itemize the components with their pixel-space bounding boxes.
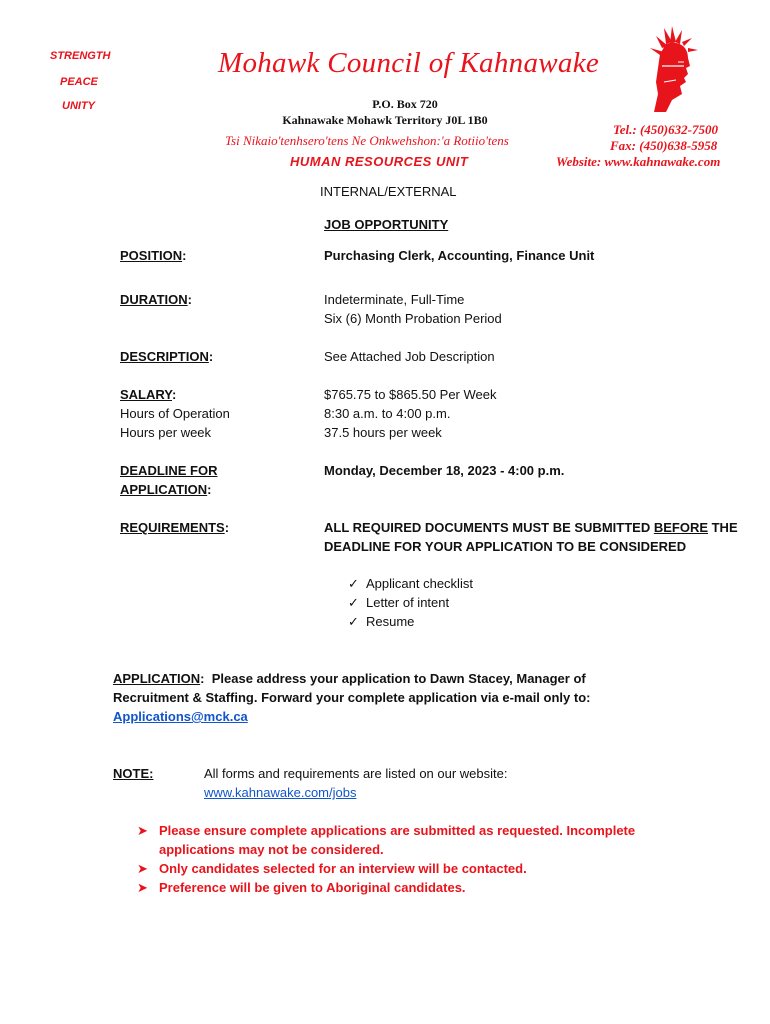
note-text: All forms and requirements are listed on our website: [204, 766, 508, 781]
po-box: P.O. Box 720 [372, 97, 438, 111]
hours-operation-value: 8:30 a.m. to 4:00 p.m. [324, 406, 451, 421]
motto-unity: UNITY [62, 100, 95, 112]
posting-type: INTERNAL/EXTERNAL [320, 184, 457, 199]
checkmark-icon: ✓ [348, 595, 359, 610]
territory-address: Kahnawake Mohawk Territory J0L 1B0 [282, 113, 488, 127]
website-contact: Website: www.kahnawake.com [556, 154, 721, 169]
hours-week-value: 37.5 hours per week [324, 425, 442, 440]
checkmark-icon: ✓ [348, 576, 359, 591]
position-label: POSITION: [120, 248, 187, 263]
hours-week-label: Hours per week [120, 425, 212, 440]
arrow-bullet-icon: ➤ [137, 823, 148, 838]
requirements-label: REQUIREMENTS: [120, 520, 230, 535]
arrow-bullet-icon: ➤ [137, 861, 148, 876]
mohawk-language-line: Tsi Nikaio'tenhsero'tens Ne Onkwehshon:'a Rotiio'tens [225, 133, 509, 148]
mohawk-chief-profile-icon [642, 22, 706, 114]
requirements-line-2: DEADLINE FOR YOUR APPLICATION TO BE CONSIDERED [324, 539, 687, 554]
salary-label: SALARY: [120, 387, 177, 402]
deadline-label-line-2: APPLICATION: [120, 482, 212, 497]
deadline-value: Monday, December 18, 2023 - 4:00 p.m. [324, 463, 565, 478]
application-email-link[interactable]: Applications@mck.ca [113, 709, 248, 724]
tel-number: Tel.: (450)632-7500 [613, 122, 718, 137]
hours-operation-label: Hours of Operation [120, 406, 230, 421]
position-value: Purchasing Clerk, Accounting, Finance Unit [324, 248, 595, 263]
org-name: Mohawk Council of Kahnawake [218, 47, 600, 79]
checklist-item: ✓ Applicant checklist [348, 576, 473, 591]
arrow-bullet-icon: ➤ [137, 880, 148, 895]
motto-peace: PEACE [60, 76, 98, 88]
hr-unit-title: HUMAN RESOURCES UNIT [290, 154, 469, 169]
website-jobs-link[interactable]: www.kahnawake.com/jobs [204, 785, 357, 800]
note-label: NOTE: [113, 766, 154, 781]
checklist-item: ✓ Resume [348, 614, 415, 629]
fax-number: Fax: (450)638-5958 [610, 138, 718, 153]
description-label: DESCRIPTION: [120, 349, 214, 364]
requirements-line-1: ALL REQUIRED DOCUMENTS MUST BE SUBMITTED BEFORE THE [324, 520, 738, 535]
description-value: See Attached Job Description [324, 349, 495, 364]
application-line-2: Recruitment & Staffing. Forward your complete application via e-mail only to: [113, 690, 591, 705]
duration-label: DURATION: [120, 292, 192, 307]
checkmark-icon: ✓ [348, 614, 359, 629]
checklist-item: ✓ Letter of intent [348, 595, 450, 610]
deadline-label-line-1: DEADLINE FOR [120, 463, 218, 478]
application-line-1: APPLICATION: Please address your application to Dawn Stacey, Manager of [113, 671, 586, 686]
salary-value: $765.75 to $865.50 Per Week [324, 387, 497, 402]
duration-line-1: Indeterminate, Full-Time [324, 292, 465, 307]
duration-line-2: Six (6) Month Probation Period [324, 311, 502, 326]
motto-strength: STRENGTH [50, 50, 111, 62]
job-opportunity-heading: JOB OPPORTUNITY [324, 217, 449, 232]
